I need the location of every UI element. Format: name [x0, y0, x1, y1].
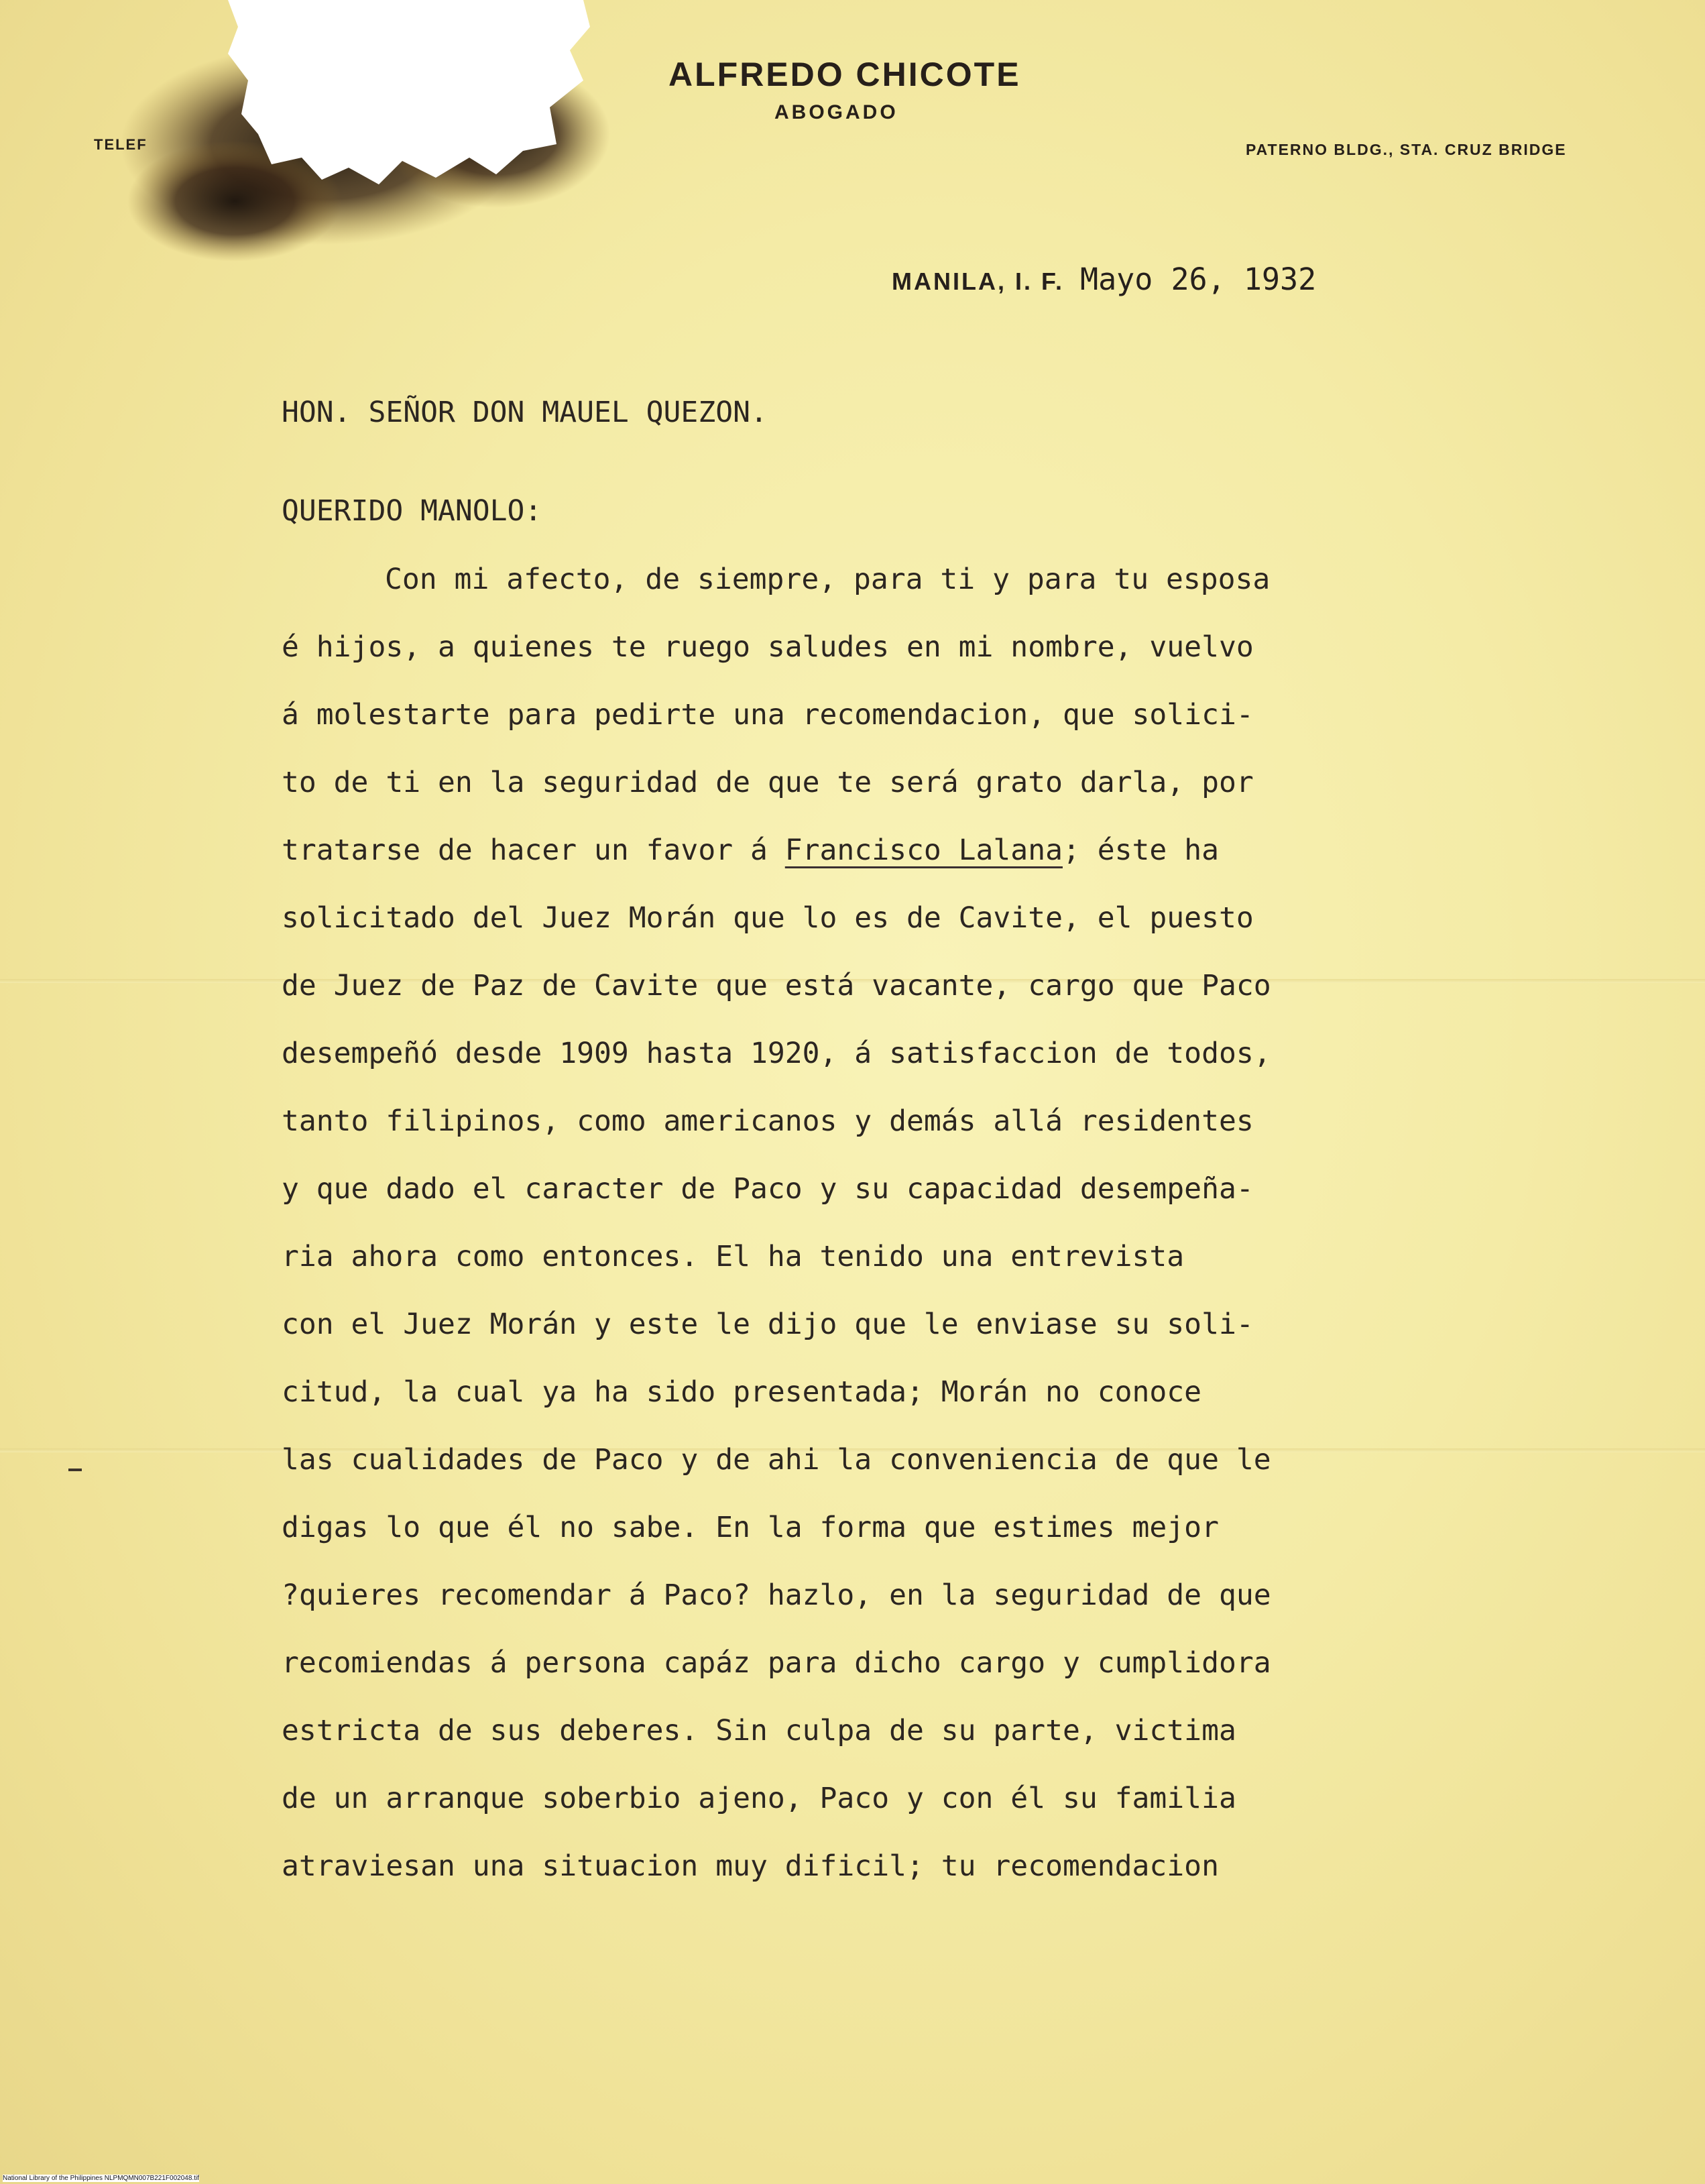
- margin-mark: [68, 1469, 82, 1471]
- letterhead-address: PATERNO BLDG., STA. CRUZ BRIDGE: [1246, 141, 1567, 158]
- letterhead-name: ALFREDO CHICOTE: [668, 56, 1021, 93]
- letter-line: [282, 836, 1219, 865]
- letter-line: recomiendas á persona capáz para dicho cargo y cumplidora: [282, 1646, 1271, 1680]
- letter-line: Con mi afecto, de siempre, para ti y para tu esposa: [385, 563, 1271, 596]
- letter-line: digas lo que él no sabe. En la forma que estimes mejor: [282, 1511, 1219, 1544]
- letter-line: de un arranque soberbio ajeno, Paco y con él su familia: [282, 1782, 1236, 1815]
- underlined-name: Francisco Lalana: [784, 834, 1063, 867]
- letter-line: ria ahora como entonces. El ha tenido una entrevista: [282, 1240, 1185, 1273]
- letter-line: é hijos, a quienes te ruego saludes en mi nombre, vuelvo: [282, 630, 1254, 664]
- salutation: QUERIDO MANOLO:: [282, 494, 542, 528]
- letter-line: estricta de sus deberes. Sin culpa de su parte, victima: [282, 1714, 1236, 1747]
- letter-line: ?quieres recomendar á Paco? hazlo, en la seguridad de que: [282, 1578, 1271, 1612]
- burn-damage-mark: [121, 0, 657, 288]
- date-typed: Mayo 26, 1932: [1080, 262, 1317, 297]
- letter-line: citud, la cual ya ha sido presentada; Morán no conoce: [282, 1375, 1202, 1409]
- letter-line: con el Juez Morán y este le dijo que le enviase su soli-: [282, 1308, 1254, 1341]
- letter-line: á molestarte para pedirte una recomendacion, que solici-: [282, 698, 1254, 732]
- letter-line: tanto filipinos, como americanos y demás allá residentes: [282, 1104, 1254, 1138]
- letterhead-title: ABOGADO: [774, 101, 898, 123]
- letter-line: de Juez de Paz de Cavite que está vacante, cargo que Paco: [282, 969, 1271, 1002]
- letterhead-phone: TELEF: [94, 136, 148, 153]
- letter-line: desempeñó desde 1909 hasta 1920, á satisfaccion de todos,: [282, 1037, 1271, 1070]
- letter-line: las cualidades de Paco y de ahi la conveniencia de que le: [282, 1443, 1271, 1477]
- letter-line: to de ti en la seguridad de que te será grato darla, por: [282, 766, 1254, 799]
- letter-line: y que dado el caracter de Paco y su capacidad desempeña-: [282, 1172, 1254, 1206]
- addressee: HON. SEÑOR DON MAUEL QUEZON.: [282, 396, 768, 429]
- letter-line: solicitado del Juez Morán que lo es de Cavite, el puesto: [282, 901, 1254, 935]
- letter-line-segment: tratarse de hacer un favor á: [282, 834, 785, 867]
- date-line: [892, 262, 1316, 297]
- letter-line-segment: ; éste ha: [1062, 834, 1219, 867]
- archive-credit: National Library of the Philippines NLPMQMN007B221F002048.tif: [3, 2175, 199, 2182]
- letter-line: atraviesan una situacion muy dificil; tu recomendacion: [282, 1849, 1219, 1883]
- date-city: MANILA, I. F.: [892, 268, 1064, 295]
